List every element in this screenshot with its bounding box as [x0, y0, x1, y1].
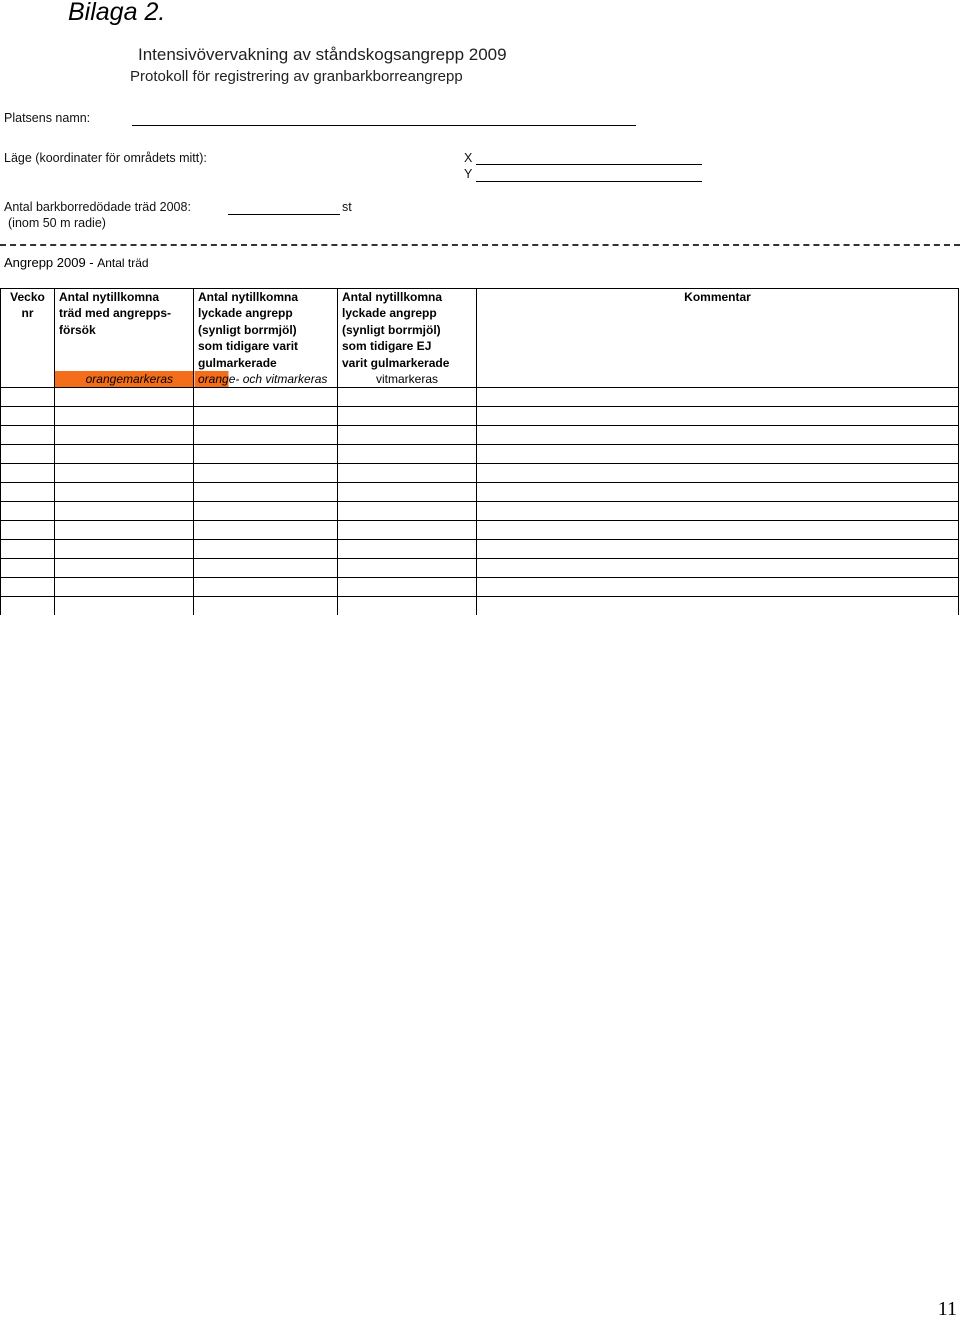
- header-line: som tidigare EJ: [342, 339, 432, 354]
- mark-week: [1, 371, 55, 388]
- table-cell[interactable]: [477, 578, 959, 597]
- table-cell[interactable]: [194, 540, 338, 559]
- table-cell[interactable]: [477, 426, 959, 445]
- x-coordinate-line[interactable]: [476, 164, 702, 165]
- table-cell[interactable]: [1, 426, 55, 445]
- table-cell[interactable]: [477, 388, 959, 407]
- table-row: [1, 578, 959, 597]
- table-cell[interactable]: [55, 464, 194, 483]
- header-line: lyckade angrepp: [342, 306, 437, 321]
- table-cell[interactable]: [477, 540, 959, 559]
- table-cell[interactable]: [338, 597, 477, 616]
- table-row: [1, 464, 959, 483]
- table-cell[interactable]: [477, 464, 959, 483]
- section-title-main: Angrepp 2009 -: [4, 255, 98, 270]
- section-title-sub: Antal träd: [97, 256, 149, 270]
- section-title: [4, 255, 149, 270]
- table-cell[interactable]: [338, 483, 477, 502]
- mark-comment: [477, 371, 959, 388]
- table-cell[interactable]: [194, 388, 338, 407]
- header-line: varit gulmarkerade: [342, 355, 450, 370]
- mark-orange-white: orange- och vitmarkeras: [194, 371, 338, 388]
- table-cell[interactable]: [338, 426, 477, 445]
- table-cell[interactable]: [477, 559, 959, 578]
- table-marking-row: [1, 371, 959, 388]
- table-cell[interactable]: [194, 578, 338, 597]
- site-name-label: Platsens namn:: [4, 111, 91, 125]
- table-cell[interactable]: [1, 578, 55, 597]
- table-cell[interactable]: [55, 521, 194, 540]
- header-line: Vecko: [10, 290, 45, 304]
- table-cell[interactable]: [1, 445, 55, 464]
- table-cell[interactable]: [55, 559, 194, 578]
- header-line: lyckade angrepp: [198, 306, 293, 321]
- header-line: försök: [59, 322, 96, 337]
- table-cell[interactable]: [1, 464, 55, 483]
- site-name-line[interactable]: [132, 125, 636, 126]
- mark-white: vitmarkeras: [338, 371, 477, 388]
- table-cell[interactable]: [477, 597, 959, 616]
- dashed-separator: [0, 244, 960, 246]
- table-cell[interactable]: [338, 559, 477, 578]
- table-cell[interactable]: [55, 407, 194, 426]
- header-line: Antal nytillkomna: [198, 290, 299, 304]
- table-cell[interactable]: [194, 483, 338, 502]
- unit-label: st: [342, 200, 352, 214]
- table-cell[interactable]: [338, 502, 477, 521]
- table-cell[interactable]: [477, 502, 959, 521]
- page-title: Intensivövervakning av ståndskogsangrepp 2009: [138, 45, 507, 64]
- table-cell[interactable]: [338, 521, 477, 540]
- table-cell[interactable]: [477, 407, 959, 426]
- table-row: [1, 483, 959, 502]
- header-line: gulmarkerade: [198, 355, 277, 370]
- table-cell[interactable]: [338, 445, 477, 464]
- table-cell[interactable]: [194, 445, 338, 464]
- registration-table: [0, 288, 959, 615]
- mark-orange: orangemarkeras: [55, 371, 194, 388]
- table-row: [1, 597, 959, 616]
- table-cell[interactable]: [194, 597, 338, 616]
- x-coordinate-label: X: [464, 151, 473, 165]
- table-row: [1, 521, 959, 540]
- table-row: [1, 388, 959, 407]
- table-row: [1, 407, 959, 426]
- table-cell[interactable]: [477, 483, 959, 502]
- table-row: [1, 502, 959, 521]
- location-label: Läge (koordinater för områdets mitt):: [4, 151, 207, 165]
- dead-trees-label: Antal barkborredödade träd 2008:: [4, 200, 191, 214]
- table-cell[interactable]: [194, 521, 338, 540]
- table-cell[interactable]: [194, 502, 338, 521]
- table-cell[interactable]: [194, 464, 338, 483]
- header-line: nr: [21, 306, 34, 321]
- appendix-label: Bilaga 2.: [68, 0, 166, 26]
- table-cell[interactable]: [55, 578, 194, 597]
- table-cell[interactable]: [55, 483, 194, 502]
- table-cell[interactable]: [1, 597, 55, 616]
- header-success-yellow: [194, 289, 338, 372]
- header-line: Antal nytillkomna: [342, 290, 443, 304]
- table-cell[interactable]: [1, 559, 55, 578]
- dead-trees-line[interactable]: [228, 214, 340, 215]
- page-number: 11: [937, 1298, 957, 1320]
- table-cell[interactable]: [55, 597, 194, 616]
- table-cell[interactable]: [338, 540, 477, 559]
- table-cell[interactable]: [194, 407, 338, 426]
- table-cell[interactable]: [477, 521, 959, 540]
- table-header-row: [1, 289, 959, 372]
- table-cell[interactable]: [477, 445, 959, 464]
- header-week: [1, 289, 55, 372]
- table-cell[interactable]: [1, 521, 55, 540]
- header-success-not-yellow: [338, 289, 477, 372]
- table-cell[interactable]: [55, 502, 194, 521]
- header-line: (synligt borrmjöl): [198, 322, 297, 337]
- radius-note: (inom 50 m radie): [8, 216, 106, 230]
- table-cell[interactable]: [194, 559, 338, 578]
- table-cell[interactable]: [338, 464, 477, 483]
- table-row: [1, 540, 959, 559]
- table-row: [1, 426, 959, 445]
- table-cell[interactable]: [55, 445, 194, 464]
- y-coordinate-label: Y: [464, 167, 473, 181]
- table-row: [1, 445, 959, 464]
- table-cell[interactable]: [55, 426, 194, 445]
- table-row: [1, 559, 959, 578]
- header-attempts: [55, 289, 194, 372]
- table-cell[interactable]: [1, 502, 55, 521]
- table-cell[interactable]: [1, 483, 55, 502]
- table-cell[interactable]: [338, 388, 477, 407]
- header-line: (synligt borrmjöl): [342, 322, 441, 337]
- table-cell[interactable]: [1, 407, 55, 426]
- header-line: Antal nytillkomna: [59, 290, 160, 304]
- header-line: som tidigare varit: [198, 339, 299, 354]
- header-comment: Kommentar: [477, 289, 959, 372]
- header-line: träd med angrepps-: [59, 306, 172, 321]
- table-cell[interactable]: [1, 388, 55, 407]
- table-cell[interactable]: [338, 407, 477, 426]
- y-coordinate-line[interactable]: [476, 181, 702, 182]
- table-cell[interactable]: [194, 426, 338, 445]
- table-cell[interactable]: [55, 540, 194, 559]
- page-subtitle: Protokoll för registrering av granbarkborreangrepp: [130, 68, 463, 85]
- table-cell[interactable]: [55, 388, 194, 407]
- table-cell[interactable]: [338, 578, 477, 597]
- table-cell[interactable]: [1, 540, 55, 559]
